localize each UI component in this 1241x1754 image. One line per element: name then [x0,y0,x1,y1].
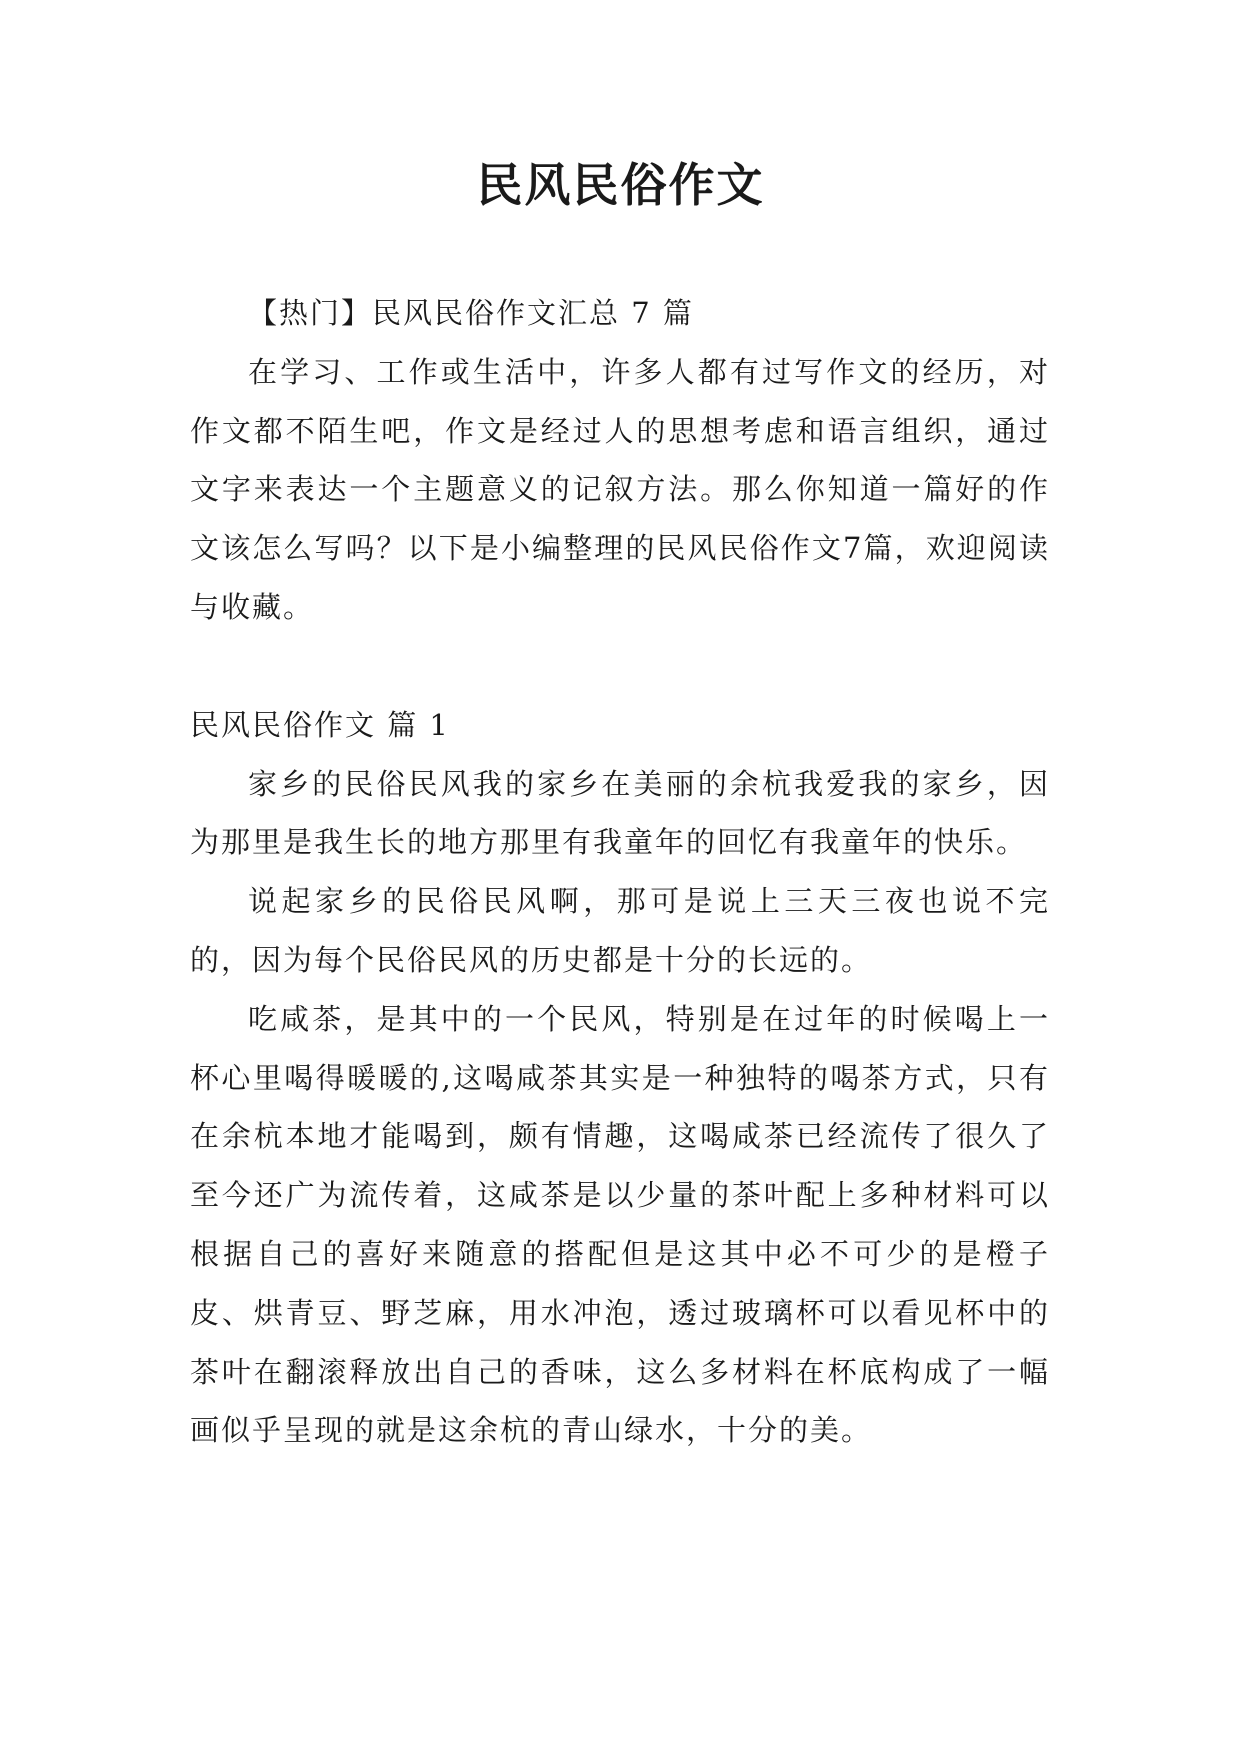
body-paragraph: 说起家乡的民俗民风啊，那可是说上三天三夜也说不完的，因为每个民俗民风的历史都是十分的长远的。 [190,884,1050,977]
section-heading: 民风民俗作文 篇 1 [190,707,450,742]
document-subtitle: 【热门】民风民俗作文汇总 7 篇 [248,296,694,330]
document-title: 民风民俗作文 [476,158,765,212]
section-spacer [190,637,1050,696]
document-body [190,284,1050,1460]
body-paragraph: 家乡的民俗民风我的家乡在美丽的余杭我爱我的家乡，因为那里是我生长的地方那里有我童年的回忆有我童年的快乐。 [190,766,1050,860]
intro-paragraph: 在学习、工作或生活中，许多人都有过写作文的经历，对作文都不陌生吧，作文是经过人的思想考虑和语言组织，通过文字来表达一个主题意义的记叙方法。那么你知道一篇好的作文该怎么写吗？以下是小编整理的民风民俗作文7篇，欢迎阅读与收藏。 [190,354,1050,624]
body-paragraph: 吃咸茶，是其中的一个民风，特别是在过年的时候喝上一杯心里喝得暖暖的,这喝咸茶其实是一种独特的喝茶方式，只有在余杭本地才能喝到，颇有情趣，这喝咸茶已经流传了很久了至今还广为流传着，这咸茶是以少量的茶叶配上多种材料可以根据自己的喜好来随意的搭配但是这其中必不可少的是橙子皮、烘青豆、野芝麻，用水冲泡，透过玻璃杯可以看见杯中的茶叶在翻滚释放出自己的香味，这么多材料在杯底构成了一幅画似乎呈现的就是这余杭的青山绿水，十分的美。 [190,1001,1050,1448]
